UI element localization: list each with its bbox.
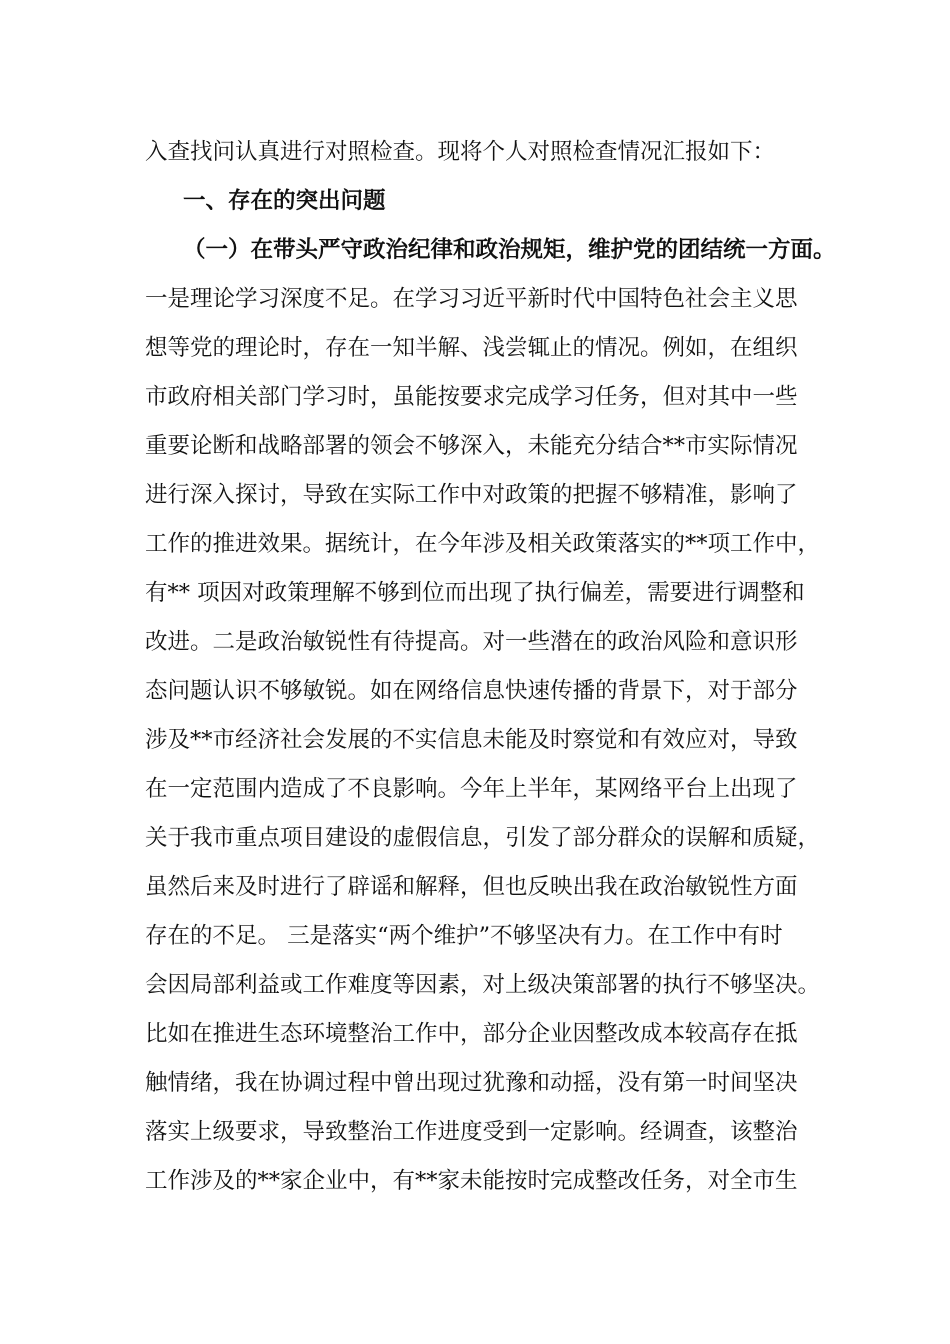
body-text-line: 重要论断和战略部署的领会不够深入，未能充分结合**市实际情况 (145, 433, 798, 459)
body-text-line: 市政府相关部门学习时，虽能按要求完成学习任务，但对其中一些 (145, 384, 798, 410)
body-text-line: 进行深入探讨，导致在实际工作中对政策的把握不够精准，影响了 (145, 482, 798, 508)
body-text-line: 态问题认识不够敏锐。如在网络信息快速传播的背景下，对于部分 (145, 678, 798, 704)
body-text-line: 入查找问认真进行对照检查。现将个人对照检查情况汇报如下： (145, 139, 776, 165)
body-text-line: 落实上级要求，导致整治工作进度受到一定影响。经调查，该整治 (145, 1119, 798, 1145)
body-text-line: 一是理论学习深度不足。在学习习近平新时代中国特色社会主义思 (145, 286, 798, 312)
subsection-heading: （一）在带头严守政治纪律和政治规矩，维护党的团结统一方面。 (183, 237, 836, 263)
body-text-line: 工作的推进效果。据统计，在今年涉及相关政策落实的**项工作中， (145, 531, 821, 557)
body-text-line: 改进。二是政治敏锐性有待提高。对一些潜在的政治风险和意识形 (145, 629, 798, 655)
body-text-line: 虽然后来及时进行了辟谣和解释，但也反映出我在政治敏锐性方面 (145, 874, 798, 900)
body-text-line: 工作涉及的**家企业中，有**家未能按时完成整改任务，对全市生 (145, 1168, 798, 1194)
body-text-line: 比如在推进生态环境整治工作中，部分企业因整改成本较高存在抵 (145, 1021, 798, 1047)
body-text-line: 关于我市重点项目建设的虚假信息，引发了部分群众的误解和质疑， (145, 825, 821, 851)
body-text-line: 有** 项因对政策理解不够到位而出现了执行偏差，需要进行调整和 (145, 580, 805, 606)
body-text-line: 涉及**市经济社会发展的不实信息未能及时察觉和有效应对，导致 (145, 727, 798, 753)
body-text-line: 触情绪，我在协调过程中曾出现过犹豫和动摇，没有第一时间坚决 (145, 1070, 798, 1096)
body-text-line: 在一定范围内造成了不良影响。今年上半年，某网络平台上出现了 (145, 776, 798, 802)
body-text-line: 想等党的理论时，存在一知半解、浅尝辄止的情况。例如，在组织 (145, 335, 798, 361)
section-heading: 一、存在的突出问题 (183, 188, 386, 214)
body-text-line: 会因局部利益或工作难度等因素，对上级决策部署的执行不够坚决。 (145, 972, 821, 998)
body-text-line: 存在的不足。 三是落实“两个维护”不够坚决有力。在工作中有时 (145, 923, 783, 949)
